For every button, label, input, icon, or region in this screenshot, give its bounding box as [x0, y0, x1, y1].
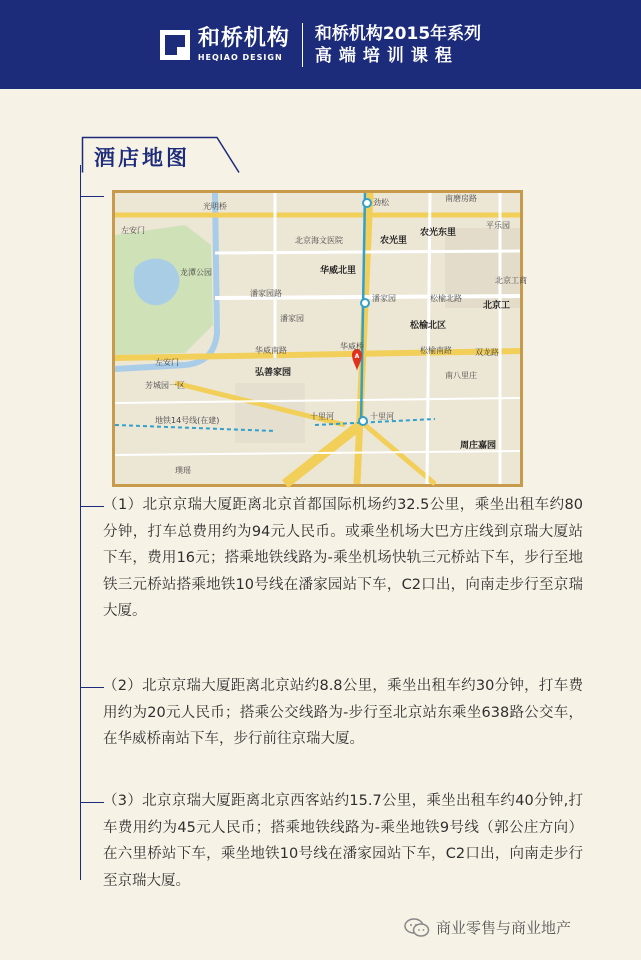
- station-jinsong-icon: [363, 199, 371, 207]
- map-label: 北京工: [483, 301, 511, 311]
- map-label: 松榆北路: [430, 294, 462, 303]
- series-title-line2: 高端培训课程: [314, 45, 459, 66]
- map-label: 地铁14号线(在建): [155, 416, 220, 425]
- brand-logo: [160, 27, 290, 62]
- map-label: 农光东里: [420, 228, 457, 238]
- map-label: 南磨房路: [445, 194, 477, 203]
- map-label: 十里河: [310, 412, 334, 421]
- hotel-map[interactable]: [112, 190, 527, 487]
- map-label: 劲松: [373, 198, 389, 207]
- brand-name-en: HEQIAO DESIGN: [197, 53, 283, 62]
- route-station-paragraph: （2）北京京瑞大厦距离北京站约8.8公里，乘坐出租车约30分钟，打车费用约为20元人民币；搭乘公交线路为-步行至北京站东乘坐638路公交车，在华威桥南站下车，步行前往京瑞大厦。: [103, 678, 583, 747]
- series-title-line1: 和桥机构2015年系列: [314, 23, 482, 44]
- section-title: 酒店地图: [94, 146, 190, 170]
- wechat-icon: [404, 918, 430, 938]
- brand-name-cn: 和桥机构: [197, 26, 290, 51]
- brand-text: [198, 27, 290, 62]
- header-divider: [302, 23, 303, 67]
- map-canvas: [115, 193, 527, 484]
- station-panjiayuan-icon: [361, 299, 369, 307]
- map-label: 左安门: [155, 358, 179, 367]
- route-airport-paragraph: （1）北京京瑞大厦距离北京首都国际机场约32.5公里，乘坐出租车约80分钟，打车总费用约为94元人民币。或乘坐机场大巴方庄线到京瑞大厦站下车，费用16元；搭乘地铁线路为-乘坐机场快轨三元桥站下车，步行至地铁三元桥站搭乘地铁10号线在潘家园站下车，C2口出，向南走步行至京瑞大厦。: [103, 497, 583, 619]
- map-label: 北京海文医院: [295, 236, 343, 245]
- wechat-account-name: 商业零售与商业地产: [436, 919, 572, 937]
- map-label: 龙潭公园: [180, 268, 212, 277]
- timeline-tick-3: [80, 802, 104, 803]
- map-label: 北京工商: [495, 276, 527, 285]
- map-label: 华威南路: [255, 346, 287, 355]
- map-label: 松榆北区: [410, 321, 447, 331]
- map-label: 双龙路: [475, 348, 499, 357]
- map-label: 潘家园: [280, 314, 304, 323]
- map-label: 华威北里: [320, 266, 357, 276]
- map-label: 松榆南路: [420, 346, 452, 355]
- map-label: 华威桥: [340, 342, 364, 351]
- map-label: 芳城园一区: [145, 381, 185, 390]
- svg-text:A: A: [354, 353, 360, 360]
- map-label: 农光里: [380, 236, 408, 246]
- timeline-line: [80, 165, 81, 880]
- header-banner: [0, 0, 641, 89]
- map-label: 十里河: [370, 412, 394, 421]
- map-label: 潘家园路: [250, 289, 282, 298]
- map-label: 南八里庄: [445, 371, 477, 380]
- series-title: [315, 23, 481, 67]
- map-label: 左安门: [121, 226, 145, 235]
- timeline-tick-map: [80, 196, 104, 197]
- map-label: 璞瑶: [175, 466, 191, 475]
- map-label: 平乐园: [486, 221, 510, 230]
- section-title-tab: [82, 137, 242, 173]
- map-label: 周庄嘉园: [460, 441, 497, 451]
- wechat-account[interactable]: [404, 917, 571, 938]
- timeline-tick-1: [80, 506, 104, 507]
- station-shilihe-icon: [359, 417, 367, 425]
- timeline-tick-2: [80, 687, 104, 688]
- logo-square-icon: [160, 30, 190, 60]
- route-west-station-paragraph: （3）北京京瑞大厦距离北京西客站约15.7公里，乘坐出租车约40分钟,打车费用约为45元人民币；搭乘地铁线路为-乘坐地铁9号线（郭公庄方向）在六里桥站下车，乘坐地铁10号线在潘家园站下车，C2口出，向南走步行至京瑞大厦。: [103, 793, 583, 889]
- map-label: 弘善家园: [255, 368, 292, 378]
- map-label: 光明桥: [203, 202, 227, 211]
- map-label: 潘家园: [372, 294, 396, 303]
